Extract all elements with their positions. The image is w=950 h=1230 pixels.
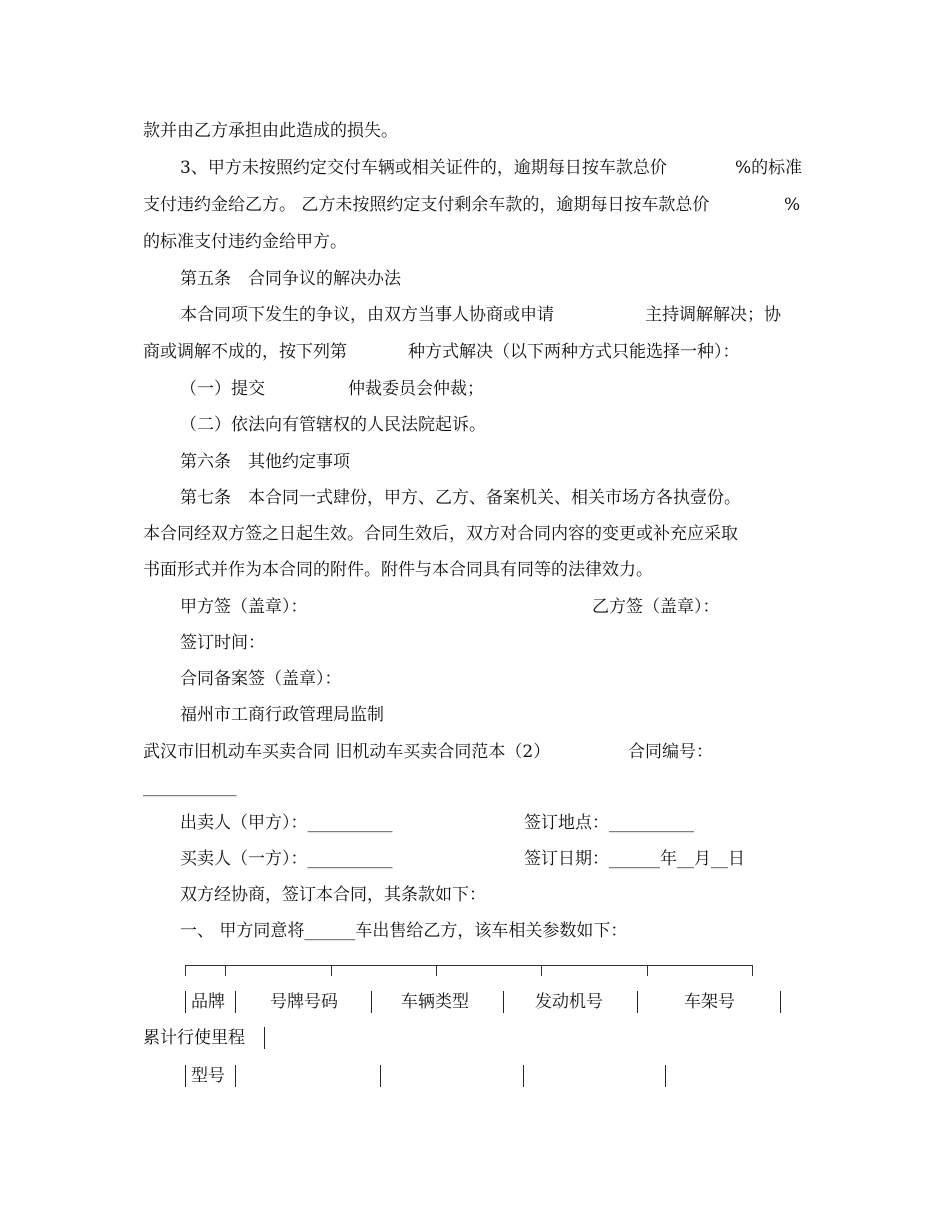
text-line: 种方式解决（以下两种方式只能选择一种）： — [408, 342, 740, 362]
text-line: 本合同经双方签之日起生效。合同生效后，双方对合同内容的变更或补充应采取 — [143, 524, 738, 544]
table-border — [235, 1065, 236, 1087]
table-border — [637, 991, 638, 1013]
table-tick — [541, 965, 542, 976]
text-line: 主持调解解决；协 — [645, 305, 781, 325]
table-border — [380, 1065, 381, 1087]
document-title: 武汉市旧机动车买卖合同 旧机动车买卖合同范本（2） — [143, 742, 551, 762]
table-header-cell: 车架号 — [684, 992, 735, 1012]
sign-place-field: 签订地点：__________ — [524, 813, 694, 833]
text-line: （二）依法向有管辖权的人民法院起诉。 — [180, 415, 486, 435]
table-tick — [647, 965, 648, 976]
text-line: % — [784, 195, 801, 215]
table-border — [371, 991, 372, 1013]
text-line: 仲裁委员会仲裁； — [348, 379, 484, 399]
table-header-cell: 品牌 — [191, 992, 225, 1012]
signature-label-party-a: 甲方签（盖章）： — [180, 597, 308, 617]
sign-date-field: 签订日期：______年__月__日 — [524, 849, 745, 869]
signature-label-party-b: 乙方签（盖章）： — [592, 597, 720, 617]
table-tick — [331, 965, 332, 976]
buyer-field: 买卖人（一方）：__________ — [180, 849, 393, 869]
table-row-label: 型号 — [191, 1066, 225, 1086]
text-line: 书面形式并作为本合同的附件。附件与本合同具有同等的法律效力。 — [143, 560, 653, 580]
text-line: （一）提交 — [180, 379, 265, 399]
supervisor-line: 福州市工商行政管理局监制 — [180, 705, 384, 725]
table-tick — [185, 965, 186, 976]
table-tick — [225, 965, 226, 976]
table-border — [665, 1065, 666, 1087]
table-header-cell: 号牌号码 — [270, 992, 338, 1012]
section-heading: 第五条 合同争议的解决办法 — [180, 269, 401, 289]
text-line: 款并由乙方承担由此造成的损失。 — [143, 121, 398, 141]
text-line: 商或调解不成的，按下列第 — [143, 342, 347, 362]
table-border — [235, 991, 236, 1013]
contract-number-label: 合同编号： — [628, 742, 713, 762]
sign-date-label: 签订时间： — [180, 633, 265, 653]
text-line: %的标准 — [735, 158, 803, 178]
table-header-cell: 车辆类型 — [401, 992, 469, 1012]
table-top-rule — [185, 965, 753, 966]
section-heading: 第六条 其他约定事项 — [180, 452, 350, 472]
table-border — [780, 991, 781, 1013]
text-line: 一、 甲方同意将______车出售给乙方，该车相关参数如下： — [180, 921, 628, 941]
text-line: 的标准支付违约金给甲方。 — [143, 232, 347, 252]
table-border — [264, 1027, 265, 1049]
text-line: 第七条 本合同一式肆份，甲方、乙方、备案机关、相关市场方各执壹份。 — [180, 488, 741, 508]
table-border — [185, 1065, 186, 1087]
table-header-cell: 累计行使里程 — [143, 1028, 245, 1048]
seller-field: 出卖人（甲方）：__________ — [180, 813, 393, 833]
table-border — [185, 991, 186, 1013]
table-border — [523, 1065, 524, 1087]
text-line: 本合同项下发生的争议，由双方当事人协商或申请 — [180, 305, 554, 325]
contract-number-blank: ___________ — [143, 777, 237, 797]
text-line: 双方经协商，签订本合同，其条款如下： — [180, 885, 486, 905]
text-line: 支付违约金给乙方。 乙方未按照约定支付剩余车款的，逾期每日按车款总价 — [143, 195, 710, 215]
table-header-cell: 发动机号 — [535, 992, 603, 1012]
text-line: 3、甲方未按照约定交付车辆或相关证件的，逾期每日按车款总价 — [180, 158, 667, 178]
table-tick — [752, 965, 753, 976]
filing-signature-label: 合同备案签（盖章）： — [180, 669, 342, 689]
table-border — [503, 991, 504, 1013]
table-tick — [436, 965, 437, 976]
